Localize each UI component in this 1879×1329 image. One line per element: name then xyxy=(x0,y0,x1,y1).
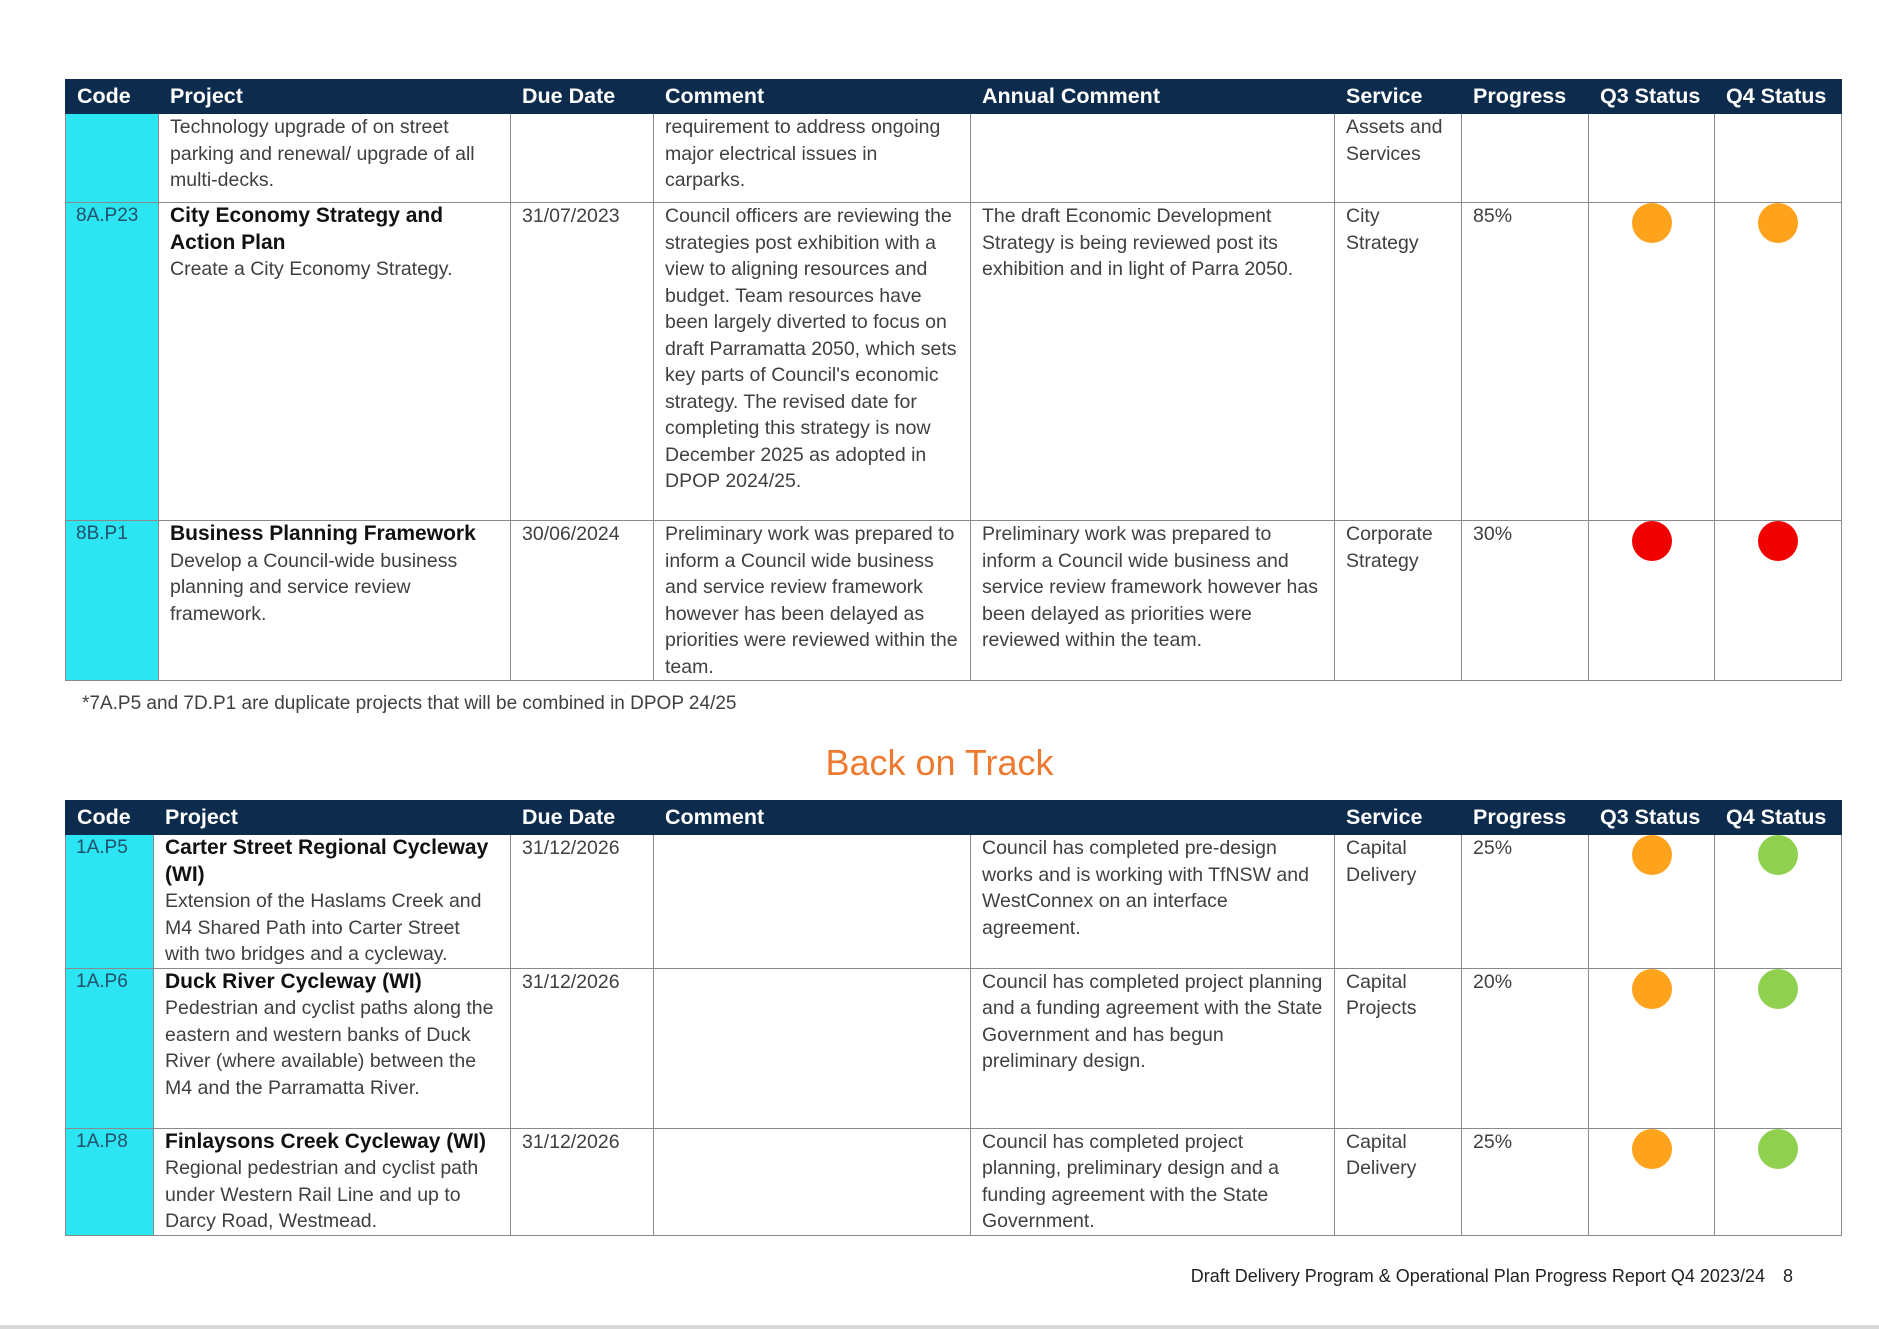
row-q4-status xyxy=(1715,835,1842,969)
progress-table-2 xyxy=(65,800,1842,1236)
row-comment: requirement to address ongoing major electrical issues in carparks. xyxy=(654,114,971,203)
header-project: Project xyxy=(159,80,511,114)
project-title: Business Planning Framework xyxy=(170,522,476,545)
header-q4-status: Q4 Status xyxy=(1715,801,1842,835)
project-description: Develop a Council-wide business planning and service review framework. xyxy=(170,549,458,625)
row-progress: 20% xyxy=(1462,968,1589,1128)
row-service: Assets and Services xyxy=(1335,114,1462,203)
q3-status-indicator xyxy=(1632,969,1672,1009)
row-project xyxy=(154,968,511,1128)
row-project xyxy=(154,835,511,969)
q4-status-indicator xyxy=(1758,521,1798,561)
row-annual-comment xyxy=(971,114,1335,203)
page-footer xyxy=(1191,1266,1793,1287)
header-service: Service xyxy=(1335,801,1462,835)
row-annual-comment: Council has completed pre-design works and is working with TfNSW and WestConnex on an interface agreement. xyxy=(971,835,1335,969)
table-row xyxy=(66,203,1842,521)
project-title: Duck River Cycleway (WI) xyxy=(165,969,422,993)
table-row xyxy=(66,1128,1842,1235)
project-title: Finlaysons Creek Cycleway (WI) xyxy=(165,1129,486,1153)
header-annual-comment xyxy=(971,801,1335,835)
row-project xyxy=(159,114,511,203)
q3-status-indicator xyxy=(1632,835,1672,875)
project-description: Technology upgrade of on street parking and renewal/ upgrade of all multi-decks. xyxy=(170,116,475,191)
row-comment xyxy=(654,968,971,1128)
row-due-date: 31/12/2026 xyxy=(511,968,654,1128)
row-code: 1A.P8 xyxy=(66,1128,154,1235)
project-title: Carter Street Regional Cycleway (WI) xyxy=(165,836,489,886)
progress-table-1 xyxy=(65,79,1842,681)
table-header-row xyxy=(66,801,1842,835)
row-q3-status xyxy=(1589,968,1715,1128)
header-progress: Progress xyxy=(1462,80,1589,114)
row-code: 1A.P5 xyxy=(66,835,154,969)
row-progress xyxy=(1462,114,1589,203)
row-annual-comment: Preliminary work was prepared to inform a Council wide business and service review framework however has been delayed as priorities were reviewed within the team. xyxy=(971,521,1335,681)
row-progress: 25% xyxy=(1462,1128,1589,1235)
row-project xyxy=(154,1128,511,1235)
row-q4-status xyxy=(1715,203,1842,521)
row-service: Corporate Strategy xyxy=(1335,521,1462,681)
row-q4-status xyxy=(1715,968,1842,1128)
project-description: Create a City Economy Strategy. xyxy=(170,258,453,280)
header-service: Service xyxy=(1335,80,1462,114)
table-header-row xyxy=(66,80,1842,114)
header-annual-comment: Annual Comment xyxy=(971,80,1335,114)
row-q3-status xyxy=(1589,1128,1715,1235)
footnote: *7A.P5 and 7D.P1 are duplicate projects that will be combined in DPOP 24/25 xyxy=(82,693,737,714)
project-description: Pedestrian and cyclist paths along the eastern and western banks of Duck River (where available) between the M4 and the Parramatta River. xyxy=(165,997,494,1099)
row-progress: 30% xyxy=(1462,521,1589,681)
row-q4-status xyxy=(1715,1128,1842,1235)
q3-status-indicator xyxy=(1632,521,1672,561)
row-progress: 85% xyxy=(1462,203,1589,521)
table-row xyxy=(66,835,1842,969)
header-progress: Progress xyxy=(1462,801,1589,835)
q3-status-indicator xyxy=(1632,203,1672,243)
header-code: Code xyxy=(66,801,154,835)
row-comment: Preliminary work was prepared to inform a Council wide business and service review framework however has been delayed as priorities were reviewed within the team. xyxy=(654,521,971,681)
table-row xyxy=(66,968,1842,1128)
row-code: 8B.P1 xyxy=(66,521,159,681)
row-comment: Council officers are reviewing the strategies post exhibition with a view to aligning resources and budget. Team resources have been largely diverted to focus on draft Parramatta 2050, which sets key parts of Council's economic strategy. The revised date for completing this strategy is now December 2025 as adopted in DPOP 2024/25. xyxy=(654,203,971,521)
row-annual-comment: The draft Economic Development Strategy is being reviewed post its exhibition and in light of Parra 2050. xyxy=(971,203,1335,521)
project-title: City Economy Strategy and Action Plan xyxy=(170,204,444,254)
header-q4-status: Q4 Status xyxy=(1715,80,1842,114)
row-due-date xyxy=(511,114,654,203)
table-row xyxy=(66,521,1842,681)
row-service: Capital Delivery xyxy=(1335,835,1462,969)
q3-status-indicator xyxy=(1632,1129,1672,1169)
header-due-date: Due Date xyxy=(511,80,654,114)
project-description: Regional pedestrian and cyclist path under Western Rail Line and up to Darcy Road, Westmead. xyxy=(165,1157,479,1232)
q4-status-indicator xyxy=(1758,969,1798,1009)
page-bottom-rule xyxy=(0,1325,1879,1329)
footer-title: Draft Delivery Program & Operational Plan Progress Report Q4 2023/24 xyxy=(1190,1266,1765,1286)
row-due-date: 31/07/2023 xyxy=(511,203,654,521)
row-code xyxy=(66,114,159,203)
q4-status-indicator xyxy=(1758,835,1798,875)
row-comment xyxy=(654,835,971,969)
header-comment: Comment xyxy=(654,80,971,114)
table-row xyxy=(66,114,1842,203)
header-project: Project xyxy=(154,801,511,835)
row-code: 1A.P6 xyxy=(66,968,154,1128)
row-due-date: 31/12/2026 xyxy=(511,835,654,969)
header-comment: Comment xyxy=(654,801,971,835)
row-q3-status xyxy=(1589,835,1715,969)
row-project xyxy=(159,521,511,681)
row-q4-status xyxy=(1715,521,1842,681)
row-annual-comment: Council has completed project planning and a funding agreement with the State Government and has begun preliminary design. xyxy=(971,968,1335,1128)
section-title: Back on Track xyxy=(825,742,1054,783)
row-service: Capital Delivery xyxy=(1335,1128,1462,1235)
row-due-date: 30/06/2024 xyxy=(511,521,654,681)
project-description: Extension of the Haslams Creek and M4 Shared Path into Carter Street with two bridges and a cycleway. xyxy=(165,890,482,965)
row-q3-status xyxy=(1589,114,1715,203)
row-annual-comment: Council has completed project planning, preliminary design and a funding agreement with the State Government. xyxy=(971,1128,1335,1235)
row-code: 8A.P23 xyxy=(66,203,159,521)
row-q4-status xyxy=(1715,114,1842,203)
q4-status-indicator xyxy=(1758,1129,1798,1169)
q4-status-indicator xyxy=(1758,203,1798,243)
header-q3-status: Q3 Status xyxy=(1589,801,1715,835)
header-q3-status: Q3 Status xyxy=(1589,80,1715,114)
header-due-date: Due Date xyxy=(511,801,654,835)
row-service: Capital Projects xyxy=(1335,968,1462,1128)
page-number: 8 xyxy=(1782,1266,1793,1286)
row-progress: 25% xyxy=(1462,835,1589,969)
row-q3-status xyxy=(1589,521,1715,681)
row-service: City Strategy xyxy=(1335,203,1462,521)
row-due-date: 31/12/2026 xyxy=(511,1128,654,1235)
row-project xyxy=(159,203,511,521)
header-code: Code xyxy=(66,80,159,114)
row-comment xyxy=(654,1128,971,1235)
row-q3-status xyxy=(1589,203,1715,521)
